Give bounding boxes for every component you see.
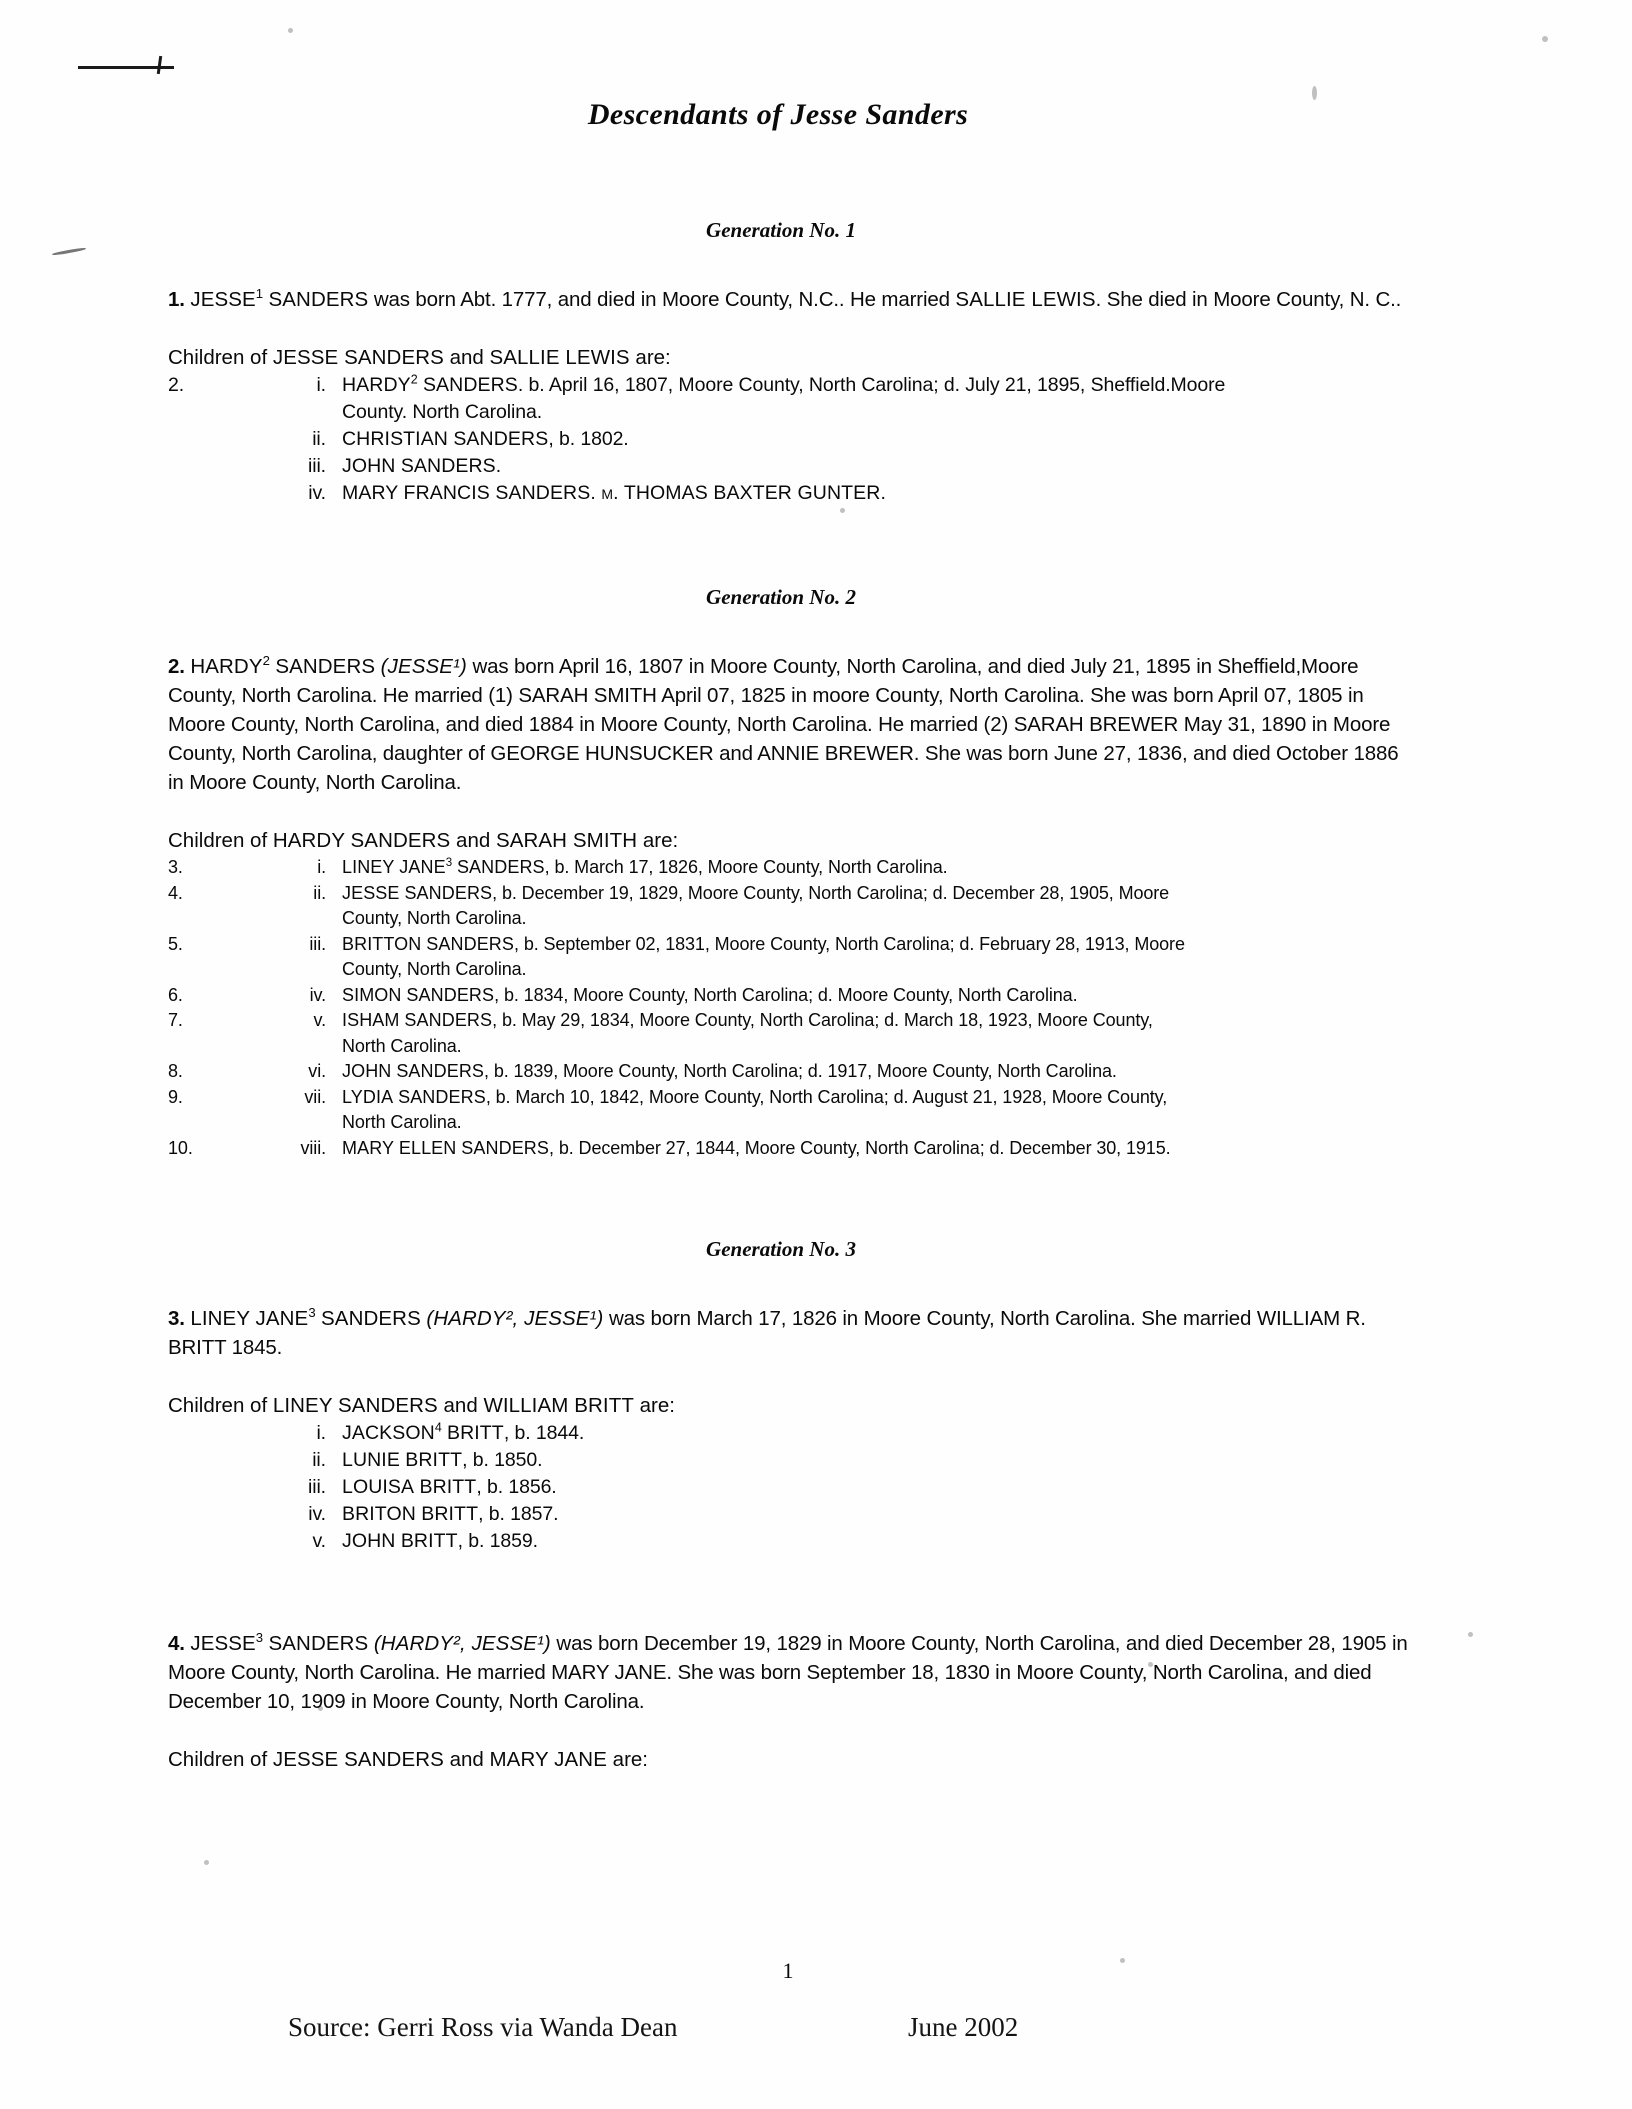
child-name: BRITON <box>342 1503 416 1525</box>
child-name: LOUISA <box>342 1476 415 1498</box>
child-name: MARY FRANCIS <box>342 482 490 504</box>
entry-person-name: JESSE <box>190 288 256 311</box>
child-ref-number[interactable]: 6. <box>168 984 183 1005</box>
list-item <box>168 1420 1408 1447</box>
child-roman: vi. <box>308 1061 326 1081</box>
child-text <box>342 1447 1408 1474</box>
child-text <box>342 1474 1408 1501</box>
entry-person-name: HARDY <box>190 655 263 678</box>
child-roman: iv. <box>308 1503 326 1525</box>
child-ref-number[interactable]: 3. <box>168 857 183 877</box>
child-name: JESSE <box>342 882 400 903</box>
child-name: JACKSON <box>342 1422 435 1444</box>
entry-ancestry: (HARDY², JESSE¹) <box>373 1632 551 1655</box>
entry-surname: SANDERS <box>321 1307 421 1330</box>
child-detail: , b. 1857. <box>478 1503 559 1525</box>
entry-ancestry: (HARDY², JESSE¹) <box>426 1307 604 1330</box>
child-text <box>342 932 1408 958</box>
child-detail: , b. 1850. <box>462 1449 543 1471</box>
child-roman: ii. <box>312 1449 326 1471</box>
child-detail: , b. March 10, 1842, Moore County, North Carolina; d. August 21, 1928, Moore County, <box>485 1086 1168 1107</box>
scan-artifact-curl <box>52 247 86 256</box>
list-item <box>168 1085 1408 1136</box>
children-label-parent-2: MARY JANE <box>489 1748 607 1771</box>
child-roman: iv. <box>309 984 326 1005</box>
children-label-suffix: are: <box>637 829 679 852</box>
child-name: JOHN <box>342 1061 392 1081</box>
child-name: LUNIE <box>342 1449 400 1471</box>
child-name: HARDY <box>342 374 411 396</box>
child-roman: iii. <box>307 455 326 477</box>
child-generation-superscript: 2 <box>410 372 418 387</box>
child-roman: ii. <box>312 428 326 450</box>
entry-number: 1. <box>168 288 185 311</box>
child-text <box>342 1420 1408 1447</box>
child-ref-number[interactable]: 2. <box>168 374 185 396</box>
entry-number: 4. <box>168 1632 185 1655</box>
child-text <box>342 1059 1408 1085</box>
child-surname: SANDERS <box>461 1137 550 1158</box>
page-title: Descendants of Jesse Sanders <box>587 98 969 131</box>
child-text <box>342 1528 1408 1555</box>
children-label-parent-1: LINEY SANDERS <box>272 1394 438 1417</box>
entry-1-paragraph <box>168 285 1408 314</box>
children-label-parent-2: SARAH SMITH <box>495 829 638 852</box>
child-name: ISHAM <box>342 1010 400 1030</box>
list-item <box>168 932 1408 983</box>
entry-body: was born March 17, 1826 in Moore County, North Carolina. She married WILLIAM R. BRITT 1845. <box>168 1307 1366 1359</box>
children-label-conjunction: and <box>443 346 490 369</box>
children-label-prefix: Children of <box>168 1748 273 1771</box>
child-surname: SANDERS <box>400 455 496 477</box>
generation-heading-3: Generation No. 3 <box>706 1237 856 1261</box>
child-surname: BRITT <box>400 1530 458 1552</box>
child-surname: BRITT <box>419 1476 477 1498</box>
child-text <box>342 1136 1408 1162</box>
child-detail: , b. 1839, Moore County, North Carolina; d. 1917, Moore County, North Carolina. <box>484 1061 1117 1081</box>
child-text <box>342 480 1408 507</box>
child-surname: SANDERS <box>396 1061 485 1081</box>
child-detail: , b. 1856. <box>476 1476 557 1498</box>
child-detail: , b. March 17, 1826, Moore County, North Carolina. <box>544 857 948 877</box>
child-roman: v. <box>313 1010 326 1030</box>
children-label-1 <box>168 344 1408 372</box>
child-detail: , b. May 29, 1834, Moore County, North Carolina; d. March 18, 1923, Moore County, <box>492 1010 1153 1030</box>
entry-2-paragraph <box>168 652 1408 797</box>
child-ref-number[interactable]: 7. <box>168 1010 183 1030</box>
list-item <box>168 480 1408 507</box>
child-surname: SANDERS <box>398 1086 486 1107</box>
children-label-prefix: Children of <box>168 1394 273 1417</box>
list-item <box>168 1059 1408 1085</box>
entry-surname: SANDERS <box>268 288 369 311</box>
generation-superscript: 3 <box>255 1630 263 1646</box>
child-text <box>342 855 1408 881</box>
child-name: JOHN <box>342 1530 396 1552</box>
entry-number: 3. <box>168 1307 185 1330</box>
entry-3-paragraph <box>168 1304 1408 1362</box>
children-label-parent-2: WILLIAM BRITT <box>483 1394 634 1417</box>
footer <box>288 2012 1388 2043</box>
child-text <box>342 983 1408 1009</box>
document-body <box>168 0 1408 2042</box>
generation-superscript: 3 <box>308 1305 316 1321</box>
child-roman: iii. <box>309 933 326 954</box>
child-detail: . m. THOMAS BAXTER GUNTER. <box>590 482 886 504</box>
child-roman: i. <box>317 857 326 877</box>
child-ref-number[interactable]: 5. <box>168 933 183 954</box>
scan-speck <box>1542 36 1548 42</box>
list-item <box>168 855 1408 881</box>
child-ref-number[interactable]: 8. <box>168 1061 183 1081</box>
children-list-2 <box>168 855 1408 1161</box>
generation-heading-1: Generation No. 1 <box>706 218 856 242</box>
child-ref-number[interactable]: 4. <box>168 882 183 903</box>
list-item <box>168 1528 1408 1555</box>
child-detail: , b. 1834, Moore County, North Carolina; d. Moore County, North Carolina. <box>494 984 1078 1005</box>
footer-date: June 2002 <box>908 2012 1019 2042</box>
children-label-prefix: Children of <box>168 346 273 369</box>
entry-4-paragraph <box>168 1629 1408 1716</box>
child-detail: , b. 1802. <box>548 428 629 450</box>
scan-speck <box>204 1860 209 1865</box>
entry-surname: SANDERS <box>268 1632 369 1655</box>
child-roman: i. <box>316 374 326 396</box>
child-detail-continued: County, North Carolina. <box>342 908 527 928</box>
list-item <box>168 1474 1408 1501</box>
child-roman: viii. <box>300 1137 326 1158</box>
child-ref-number[interactable]: 9. <box>168 1086 183 1107</box>
child-generation-superscript: 3 <box>445 857 453 869</box>
child-detail-continued: North Carolina. <box>342 1112 462 1132</box>
children-label-suffix: are: <box>629 346 671 369</box>
children-list-3 <box>168 1420 1408 1555</box>
child-detail: , b. 1859. <box>457 1530 538 1552</box>
child-surname: SANDERS <box>406 984 495 1005</box>
children-label-parent-2: SALLIE LEWIS <box>489 346 630 369</box>
child-name: SIMON <box>342 984 402 1005</box>
child-roman: ii. <box>313 882 326 903</box>
child-surname: SANDERS <box>453 428 549 450</box>
generation-superscript: 1 <box>255 286 263 302</box>
list-item <box>168 426 1408 453</box>
children-label-2 <box>168 827 1408 855</box>
list-item <box>168 1008 1408 1059</box>
list-item <box>168 453 1408 480</box>
child-name: BRITTON <box>342 933 422 954</box>
footer-source: Source: Gerri Ross via Wanda Dean <box>288 2012 678 2042</box>
page-number: 1 <box>782 1958 794 1983</box>
list-item <box>168 1501 1408 1528</box>
entry-text-after: was born Abt. 1777, and died in Moore County, N.C.. He married <box>368 288 956 311</box>
child-name: JOHN <box>342 455 396 477</box>
child-roman: i. <box>316 1422 326 1444</box>
list-item <box>168 983 1408 1009</box>
child-detail: . <box>495 455 502 477</box>
child-roman: iii. <box>307 1476 326 1498</box>
list-item <box>168 1136 1408 1162</box>
children-label-parent-1: HARDY SANDERS <box>272 829 451 852</box>
child-name: LYDIA <box>342 1086 394 1107</box>
scan-speck <box>1468 1632 1473 1637</box>
child-detail: , b. December 27, 1844, Moore County, North Carolina; d. December 30, 1915. <box>549 1137 1171 1158</box>
entry-person-name: JESSE <box>190 1632 256 1655</box>
child-generation-superscript: 4 <box>434 1420 442 1435</box>
generation-heading-2: Generation No. 2 <box>706 585 856 609</box>
entry-person-name: LINEY JANE <box>190 1307 309 1330</box>
list-item <box>168 881 1408 932</box>
children-label-4 <box>168 1746 1408 1774</box>
child-text <box>342 453 1408 480</box>
entry-ancestry: (JESSE¹) <box>380 655 467 678</box>
child-surname: SANDERS <box>404 1010 493 1030</box>
children-list-1 <box>168 372 1408 507</box>
child-surname: BRITT <box>446 1422 504 1444</box>
child-detail: , b. September 02, 1831, Moore County, North Carolina; d. February 28, 1913, Moore <box>514 933 1185 954</box>
child-text <box>342 426 1408 453</box>
child-surname: BRITT <box>421 1503 479 1525</box>
entry-text-tail: . She died in Moore County, N. C.. <box>1095 288 1402 311</box>
children-label-parent-1: JESSE SANDERS <box>272 346 444 369</box>
child-text <box>342 1008 1408 1034</box>
entry-body: was born April 16, 1807 in Moore County, North Carolina, and died July 21, 1895 in Sheffield,Moore County, North Carolina. He married (1) SARAH SMITH April 07, 1825 in moore County, North Carolina. She was born April 07, 1805 in Moore County, North Carolina, and died 1884 in Moore County, North Carolina. He married (2) SARAH BREWER May 31, 1890 in Moore County, North Carolina, daughter of GEORGE HUNSUCKER and ANNIE BREWER. She was born June 27, 1836, and died October 1886 in Moore County, North Carolina. <box>168 655 1399 794</box>
child-surname: SANDERS <box>495 482 591 504</box>
child-detail-continued: County, North Carolina. <box>342 959 527 979</box>
child-roman: v. <box>312 1530 326 1552</box>
list-item <box>168 1447 1408 1474</box>
child-text <box>342 372 1408 399</box>
scan-artifact-tick <box>157 56 162 74</box>
children-label-conjunction: and <box>437 1394 484 1417</box>
child-roman: vii. <box>304 1086 326 1107</box>
entry-number: 2. <box>168 655 185 678</box>
child-name: CHRISTIAN <box>342 428 448 450</box>
children-label-suffix: are: <box>606 1748 649 1771</box>
children-label-parent-1: JESSE SANDERS <box>272 1748 444 1771</box>
child-text <box>342 1085 1408 1111</box>
child-surname: SANDERS <box>404 882 493 903</box>
child-name: MARY ELLEN <box>342 1137 457 1158</box>
child-detail-continued: North Carolina. <box>342 1035 462 1056</box>
child-surname: BRITT <box>405 1449 463 1471</box>
child-surname: SANDERS <box>422 374 518 396</box>
generation-superscript: 2 <box>262 653 270 669</box>
entry-spouse: SALLIE LEWIS <box>955 288 1096 311</box>
child-surname: SANDERS <box>456 857 545 877</box>
children-label-conjunction: and <box>443 1748 490 1771</box>
child-name: LINEY JANE <box>342 857 446 877</box>
child-surname: SANDERS <box>426 933 515 954</box>
child-detail: . b. April 16, 1807, Moore County, North Carolina; d. July 21, 1895, Sheffield.Moore <box>517 374 1226 396</box>
child-detail-continued: County. North Carolina. <box>342 401 543 423</box>
list-item <box>168 372 1408 426</box>
children-label-3 <box>168 1392 1408 1420</box>
child-text <box>342 1501 1408 1528</box>
children-label-suffix: are: <box>633 1394 675 1417</box>
children-label-conjunction: and <box>450 829 496 852</box>
children-label-prefix: Children of <box>168 829 273 852</box>
child-roman: iv. <box>308 482 326 504</box>
entry-surname: SANDERS <box>275 655 376 678</box>
child-ref-number[interactable]: 10. <box>168 1137 193 1158</box>
child-detail: , b. December 19, 1829, Moore County, North Carolina; d. December 28, 1905, Moore <box>492 882 1170 903</box>
child-detail: , b. 1844. <box>503 1422 585 1444</box>
entry-body: was born December 19, 1829 in Moore County, North Carolina, and died December 28, 1905 in Moore County, North Carolina. He married MARY JANE. She was born September 18, 1830 in Moore County, North Carolina, and died December 10, 1909 in Moore County, North Carolina. <box>168 1632 1408 1713</box>
child-text <box>342 881 1408 907</box>
